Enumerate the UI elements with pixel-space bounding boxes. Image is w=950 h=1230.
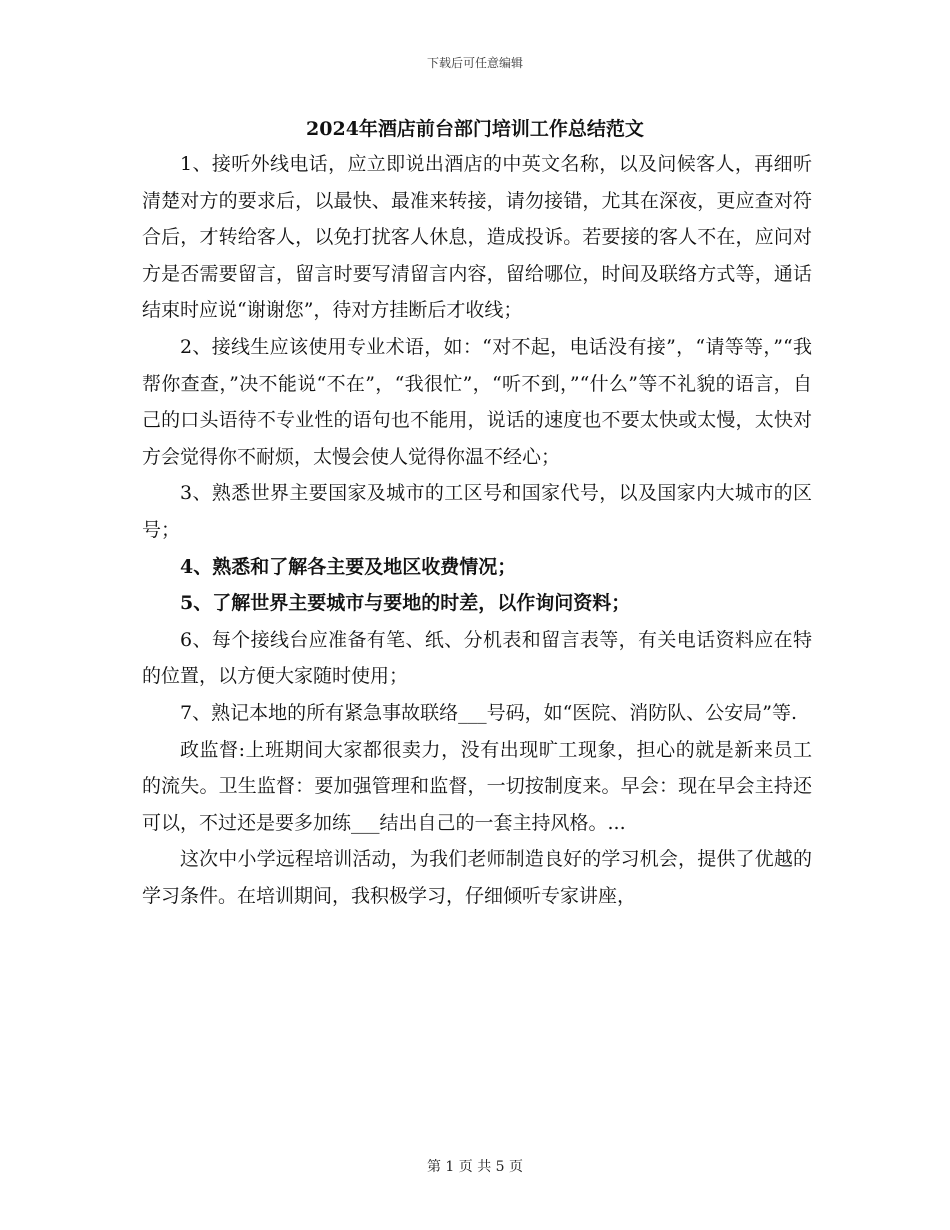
paragraph-6: 6、每个接线台应准备有笔、纸、分机表和留言表等，有关电话资料应在特的位置，以方便大家随时使用； [142,628,812,688]
paragraph-5: 5、了解世界主要城市与要地的时差，以作询问资料； [180,592,631,615]
paragraph-8: 政监督:上班期间大家都很卖力，没有出现旷工现象，担心的就是新来员工的流失。卫生监督：要加强管理和监督，一切按制度来。早会：现在早会主持还可以，不过还是要多加练___结出自己的一套主持风格。... [142,738,812,834]
paragraph-3: 3、熟悉世界主要国家及城市的工区号和国家代号，以及国家内大城市的区号； [142,482,812,541]
page-number: 第 1 页 共 5 页 [426,1159,524,1175]
paragraph-2: 2、接线生应该使用专业术语，如：“对不起，电话没有接”，“请等等，”“我帮你查查，”决不能说“不在”，“我很忙”，“听不到，”“什么”等不礼貌的语言，自己的口头语待不专业性的语句也不能用，说话的速度也不要太快或太慢，太快对方会觉得你不耐烦，太慢会使人觉得你温不经心； [142,335,812,468]
document-title: 2024年酒店前台部门培训工作总结范文 [306,118,644,140]
paragraph-4: 4、熟悉和了解各主要及地区收费情况； [180,555,517,578]
paragraph-7: 7、熟记本地的所有紧急事故联络___号码，如“医院、消防队、公安局”等. [180,701,798,724]
paragraph-1: 1、接听外线电话，应立即说出酒店的中英文名称，以及问候客人，再细听清楚对方的要求后，以最快、最准来转接，请勿接错，尤其在深夜，更应查对符合后，才转给客人，以免打扰客人休息，造成投诉。若要接的客人不在，应问对方是否需要留言，留言时要写清留言内容，留给哪位，时间及联络方式等，通话结束时应说“谢谢您”，待对方挂断后才收线； [142,153,812,322]
document-body [142,146,812,914]
paragraph-9: 这次中小学远程培训活动，为我们老师制造良好的学习机会，提供了优越的学习条件。在培训期间，我积极学习，仔细倾听专家讲座， [142,848,812,907]
page-header: 下载后可任意编辑 [426,56,523,70]
